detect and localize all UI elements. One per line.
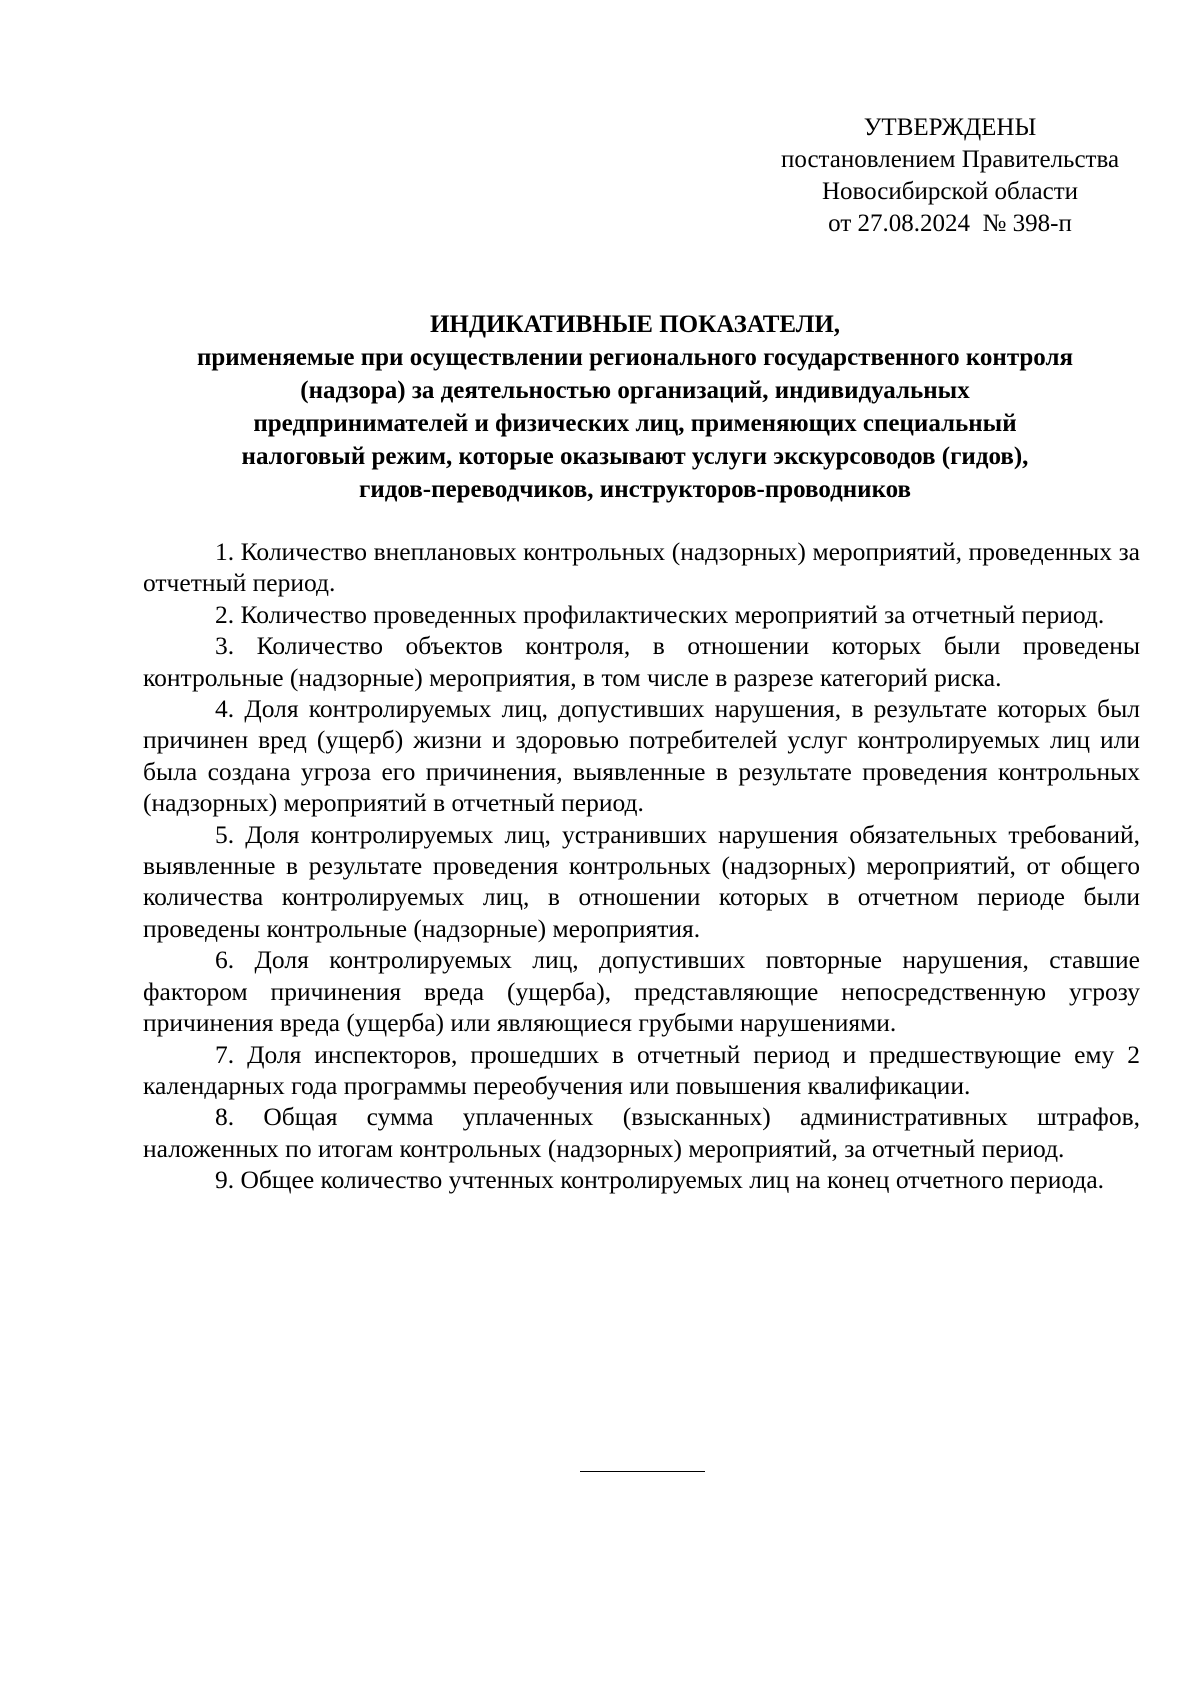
title-subtitle-line: налоговый режим, которые оказывают услуги экскурсоводов (гидов), — [241, 443, 1029, 470]
title-subtitle-line: гидов-переводчиков, инструкторов-проводников — [358, 476, 912, 503]
approval-stamp — [740, 112, 1160, 240]
indicator-item-4: 4. Доля контролируемых лиц, допустивших нарушения, в результате которых был причинен вред (ущерб) жизни и здоровью потребителей услуг контролируемых лиц или была создана угроза его причинения, выявленные в результате проведения контрольных (надзорных) мероприятий в отчетный период. — [143, 694, 1140, 818]
indicator-item-8: 8. Общая сумма уплаченных (взысканных) административных штрафов, наложенных по итогам контрольных (надзорных) мероприятий, за отчетный период. — [143, 1102, 1140, 1163]
approval-line-approved: УТВЕРЖДЕНЫ — [863, 114, 1037, 141]
indicator-item-7: 7. Доля инспекторов, прошедших в отчетный период и предшествующие ему 2 календарных года программы переобучения или повышения квалификации. — [143, 1039, 1140, 1100]
title-heading: ИНДИКАТИВНЫЕ ПОКАЗАТЕЛИ, — [429, 311, 841, 338]
indicator-item-3: 3. Количество объектов контроля, в отношении которых были проведены контрольные (надзорные) мероприятия, в том числе в разрезе категорий риска. — [143, 631, 1140, 692]
indicator-item-2: 2. Количество проведенных профилактических мероприятий за отчетный период. — [215, 599, 1105, 629]
indicator-item-6: 6. Доля контролируемых лиц, допустивших повторные нарушения, ставшие фактором причинения вреда (ущерба), представляющие непосредственную угрозу причинения вреда (ущерба) или являющиеся грубыми нарушениями. — [143, 945, 1140, 1038]
approval-line-region: Новосибирской области — [821, 178, 1079, 205]
end-divider-line — [580, 1471, 705, 1472]
document-title — [130, 308, 1140, 506]
title-subtitle-line: применяемые при осуществлении регионального государственного контроля — [196, 344, 1074, 371]
approval-line-decree: постановлением Правительства — [780, 146, 1120, 173]
indicator-item-1: 1. Количество внеплановых контрольных (надзорных) мероприятий, проведенных за отчетный период. — [143, 537, 1140, 598]
title-subtitle-line: (надзора) за деятельностью организаций, индивидуальных — [300, 377, 970, 404]
title-subtitle-line: предпринимателей и физических лиц, применяющих специальный — [253, 410, 1017, 437]
indicator-item-9: 9. Общее количество учтенных контролируемых лиц на конец отчетного периода. — [215, 1165, 1105, 1195]
indicator-list — [143, 536, 1140, 1196]
approval-line-date-number: от 27.08.2024 № 398-п — [828, 210, 1072, 237]
indicator-item-5: 5. Доля контролируемых лиц, устранивших нарушения обязательных требований, выявленные в результате проведения контрольных (надзорных) мероприятий, от общего количества контролируемых лиц, в отношении которых в отчетном периоде были проведены контрольные (надзорные) мероприятия. — [143, 819, 1140, 943]
